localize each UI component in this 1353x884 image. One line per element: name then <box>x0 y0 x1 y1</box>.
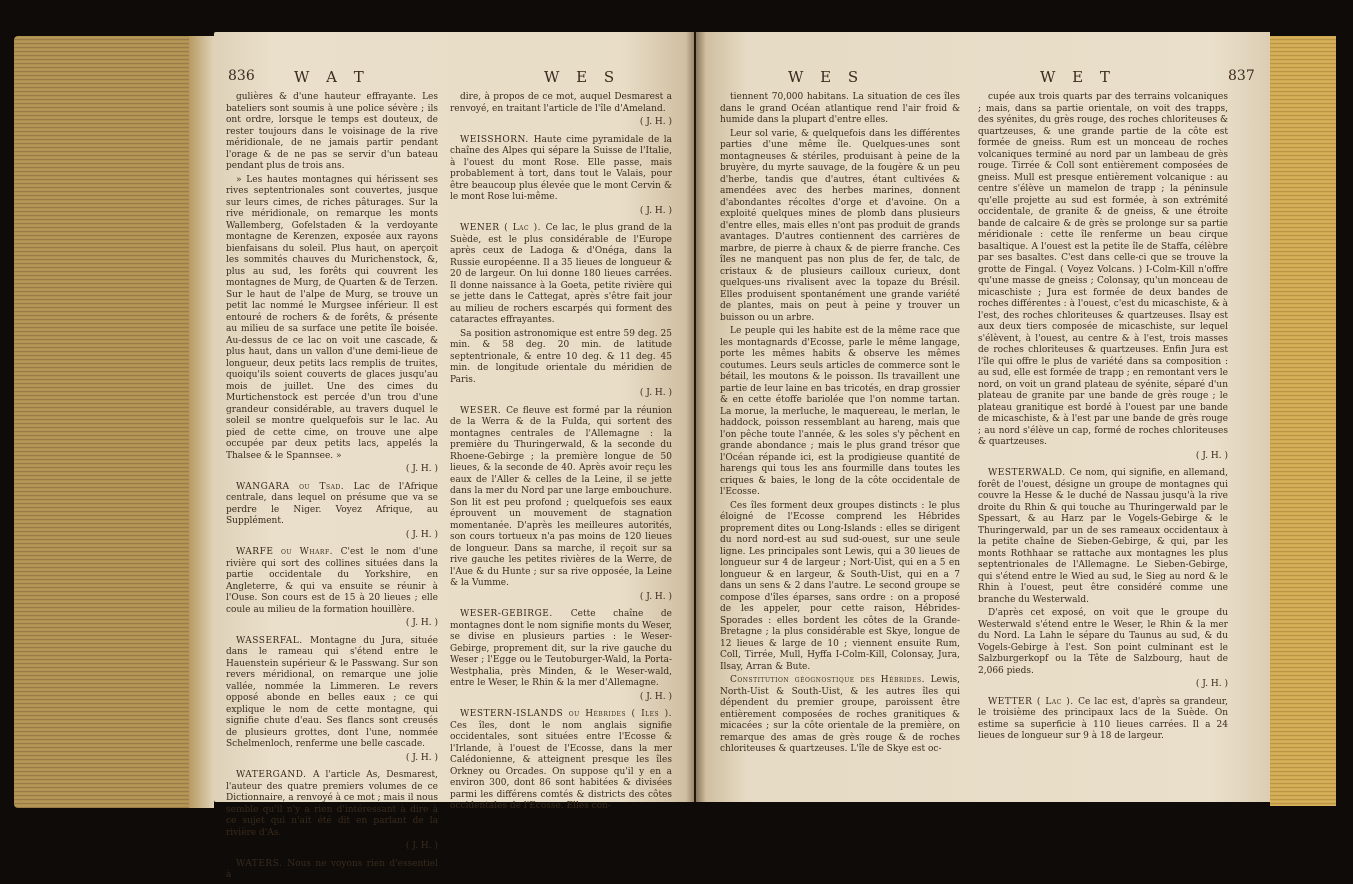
entry-signature: ( J. H. ) <box>639 591 672 602</box>
entry-headword: WEISSHORN. <box>460 134 534 145</box>
book-gutter <box>686 32 706 802</box>
entry-signature: ( J. H. ) <box>1195 679 1228 689</box>
entry-paragraph <box>226 547 438 616</box>
entry-paragraph <box>450 406 672 590</box>
entry-text: » Les hautes montagnes qui hérissent ses rives septentrionales sont couvertes, jusque sur leurs cimes, de riches pâturages. Sur la rive méridionale, on remarque les monts Wallemberg, Gofelstaden & la verdoyante montagne de Kerenzen, exposée aux rayons bienfaisans du soleil. Plus haut, on aperçoit les sommités chauves du Murichenstock, &, plus au sud, les forêts qui couvrent les montagnes de Murg, de Quarten & de Terzen. Sur le haut de l'alpe de Murg, se trouve un petit lac nommé le Murgsee inférieur. Il est entouré de rochers & de forêts, & présente au milieu de sa surface une petite île boisée. Au-dessus de ce lac on voit une cascade, & plus haut, dans un vallon d'une demi-lieue de longueur, deux petits lacs remplis de truites, quoiqu'ils soient couverts de glaces jusqu'au mois de juillet. Une des cimes du Murtichenstock est percée d'un trou d'une grandeur considérable, au travers duquel le soleil se montre quelquefois sur le lac. Au pied de cette cime, on trouve une alpe occupée par deux petits lacs, appelés la Thalsee & le Spannsee. » <box>226 174 438 461</box>
running-head-left-1: W A T <box>294 68 370 86</box>
entry-headword: WATERGAND. <box>236 770 313 780</box>
entry-text: Le peuple qui les habite est de la même race que les montagnards d'Ecosse, parle le même langage, porte les mêmes habits & observe les mêmes coutumes. Leurs seuls articles de commerce sont le bétail, les moutons & le poisson. Ils travaillent une partie de leur laine en bas tricotés, en drap grossier & en cette étoffe bariolée que l'on nomme tartan. La morue, la merluche, le maquereau, le merlan, le haddock, poisson ressemblant au hareng, mais que l'on pêche toute l'année, & les soles s'y pêchent en grande abondance ; mais le plus grand trésor que l'Océan répande ici, est la prodigieuse quantité de harengs qui tous les ans fourmille dans toutes les criques & baies, le long de la côte occidentale de l'Ecosse. <box>720 326 960 497</box>
left-column-2 <box>450 92 672 815</box>
entry-signature: ( J. H. ) <box>405 618 438 628</box>
entry-paragraph <box>720 675 960 756</box>
entry-paragraph <box>226 770 438 839</box>
entry-text: Cette chaîne de montagnes dont le nom signifie monts du Weser, se divise en plusieurs parties : le Weser-Gebirge, proprement dit, sur la rive gauche du Weser ; l'Egge ou le Teutoburger-Wald, la Porta-Westphalia, près Minden, & le Weser-wald, entre le Weser, le Rhin & la mer d'Allemagne. <box>450 609 672 688</box>
entry-paragraph <box>978 468 1228 606</box>
entry-text: Ce lac est, d'après sa grandeur, le troisième des principaux lacs de la Suède. On estime sa superficie à 110 lieues carrées. Il a 24 lieues de longueur sur 9 à 18 de largeur. <box>978 696 1228 741</box>
entry-headword: WESER. <box>460 405 507 416</box>
entry-text: tiennent 70,000 habitans. La situation de ces îles dans le grand Océan atlantique rend l'air froid & humide dans la plupart d'entre elles. <box>720 92 960 125</box>
entry-paragraph <box>978 92 1228 449</box>
entry-paragraph <box>978 697 1228 743</box>
entry-headword: WASSERFAL. <box>236 635 311 646</box>
entry-text: Haute cime pyramidale de la chaîne des Alpes qui sépare la Suisse de l'Italie, à l'ouest du mont Rose. Elle passe, mais probablement à tort, dans tout le Valais, pour être beaucoup plus élevée que le mont Cervin & le mont Rose lui-même. <box>450 134 673 202</box>
entry-paragraph <box>720 92 960 127</box>
entry-text: C'est le nom d'une rivière qui sort des collines situées dans la partie occidentale du Yorkshire, en Angleterre, & qui va ensuite se réunir à l'Ouse. Son cours est de 15 à 20 lieues ; elle coule au milieu de la formation houillère. <box>226 547 438 615</box>
right-column-2 <box>978 92 1228 745</box>
entry-signature: ( J. H. ) <box>405 529 438 540</box>
entry-signature: ( J. H. ) <box>639 388 672 398</box>
entry-paragraph <box>450 223 672 327</box>
entry-text: Ce nom, qui signifie, en allemand, forêt de l'ouest, désigne un groupe de montagnes qui couvre la Hesse & le duché de Nassau jusqu'à la rive droite du Rhin & qui touche au Thuringerwald par le Spessart, & au Harz par le Vogels-Gebirge & le Thuringerwald, par un de ses rameaux occidentaux à la petite chaîne de Sieben-Gebirge, & qui, par les monts Rothhaar se rattache aux montagnes les plus septentrionales de l'Allemagne. Le Sieben-Gebirge, qui s'étend entre le Wied au sud, le Sieg au nord & le Rhin à l'ouest, peut être considéré comme une branche du Westerwald. <box>978 468 1228 605</box>
entry-paragraph <box>226 175 438 463</box>
right-page <box>696 32 1270 802</box>
entry-paragraph <box>450 709 672 813</box>
right-column-1 <box>720 92 960 758</box>
entry-paragraph <box>720 501 960 674</box>
entry-paragraph <box>226 92 438 173</box>
entry-paragraph <box>450 135 672 204</box>
running-head-left-2: W E S <box>544 68 621 86</box>
entry-signature: ( J. H. ) <box>1195 450 1228 461</box>
entry-paragraph <box>226 859 438 882</box>
left-column-1 <box>226 92 438 884</box>
open-book <box>14 22 1344 880</box>
entry-text: Ces îles forment deux groupes distincts : le plus éloigné de l'Ecosse comprend les Hébrides proprement dites ou Long-Islands : elles se dirigent du nord nord-est au sud sud-ouest, sur une seule ligne. Les principales sont Lewis, qui a 30 lieues de longueur sur 4 de largeur ; Nort-Uist, qui en a 5 en longueur & en largeur, & South-Uist, qui en a 7 dans un sens & 2 dans l'autre. Le second groupe se compose d'îles éparses, sans ordre : on a proposé de les appeler, pour cette raison, Hébrides-Sporades : elles bordent les côtes de la Grande-Bretagne ; la plus considérable est Skye, longue de 12 lieues & large de 10 ; viennent ensuite Rum, Coll, Tirrée, Mull, Hyffa I-Colm-Kill, Colonsay, Jura, Ilsay, Arran & Bute. <box>720 500 960 672</box>
entry-paragraph <box>450 92 672 115</box>
entry-headword: WATERS. <box>236 858 288 869</box>
entry-headword: WESER-GEBIRGE. <box>460 609 571 619</box>
entry-text: cupée aux trois quarts par des terrains volcaniques ; mais, dans sa partie orientale, on voit des trapps, des syénites, du grès rouge, des roches chloriteuses & quartzeuses, & une grande partie de la côte est formée de gneiss. Rum est un monceau de roches volcaniques terminé au nord par un lambeau de grès rouge. Tirrée & Coll sont entièrement composées de gneiss. Mull est presque entièrement volcanique : au centre s'élève un mamelon de trapp ; la péninsule qu'elle projette au sud est formée, à son extrémité occidentale, de granite & de gneiss, & une étroite bande de calcaire & de grès se prolonge sur sa partie méridionale : cette île renferme un beau cirque basaltique. A l'ouest est la petite île de Staffa, célèbre par ses basaltes. C'est dans celle-ci que se trouve la grotte de Fingal. ( Voyez Volcans. ) I-Colm-Kill n'offre qu'une masse de gneiss ; Colonsay, qu'un monceau de micaschiste ; Jura est formée de deux bandes de roches différentes : à l'ouest, c'est du micaschiste, & à l'est, des roches chloriteuses & quartzeuses. Ilsay est aux deux tiers composée de micaschiste, sur lequel s'élèvent, à l'ouest, au centre & à l'est, trois masses de roches chloriteuses & quartzeuses. Enfin Jura est l'île qui offre le plus de variété dans sa composition : au sud, elle est formée de trapp ; en remontant vers le nord, on voit un grand plateau de syénite, séparé d'un plateau de granite par une bande de grès rouge ; le plateau granitique est bordé à l'ouest par une bande de micaschiste, & à l'est par une bande de grès rouge ; au nord s'élève un cap, formé de roches chloriteuses & quartzeuses. <box>978 92 1228 447</box>
running-head-right-1: W E S <box>788 68 865 86</box>
entry-signature: ( J. H. ) <box>639 691 672 702</box>
entry-signature: ( J. H. ) <box>405 752 438 763</box>
page-number-left: 836 <box>228 68 255 84</box>
entry-headword: WESTERN-ISLANDS ou Hébrides ( Iles ). <box>460 709 672 719</box>
entry-text: Leur sol varie, & quelquefois dans les différentes parties d'une même île. Quelques-unes sont montagneuses & stériles, produisant à peine de la bruyère, du myrte sauvage, de la fougère & un peu d'herbe, tandis que d'autres, étant cultivées & amendées avec des herbes marines, donnent d'abondantes récoltes d'orge et d'avoine. On a exploité quelques mines de plomb dans plusieurs d'entre elles, mais elles n'ont pas produit de grands avantages. D'autres contiennent des carrières de marbre, de pierre à chaux & de pierre franche. Ces îles ne manquent pas non plus de fer, de talc, de cristaux & de plusieurs cailloux curieux, dont quelques-uns rivalisent avec la topaze du Brésil. Elles produisent spontanément une grande variété de plantes, mais on peut à peine y trouver un buisson ou un arbre. <box>720 128 960 323</box>
entry-text: Montagne du Jura, située dans le rameau qui s'étend entre le Hauenstein supérieur & le Passwang. Sur son revers méridional, on remarque une jolie vallée, nommée la Limmeren. Le revers opposé abonde en belles eaux ; ce qui explique le nom de cette montagne, qui signifie chute d'eau. Ses flancs sont creusés de plusieurs grottes, dont l'une, nommée Schelmenloch, renferme une belle cascade. <box>226 635 439 749</box>
entry-text: Nous ne voyons rien d'essentiel à <box>226 858 438 880</box>
entry-text: D'après cet exposé, on voit que le groupe du Westerwald s'étend entre le Weser, le Rhin & la mer du Nord. La Lahn le sépare du Taunus au sud, & du Vogels-Gebirge à l'est. Son point culminant est le Salzburgerkopf ou la Tête de Salzbourg, haut de 2,066 pieds. <box>978 608 1228 676</box>
entry-headword: WARFE ou Wharf. <box>236 547 341 557</box>
entry-headword: WETTER ( Lac ). <box>988 696 1079 707</box>
entry-paragraph <box>226 482 438 528</box>
running-head-right-2: W E T <box>1040 68 1116 86</box>
entry-paragraph <box>226 636 438 751</box>
entry-text: gulières & d'une hauteur effrayante. Les bateliers sont soumis à une police sévère ; ils ont ordre, lorsque le temps est douteux, de rester toujours dans le voisinage de la rive méridionale, de ne jamais partir pendant l'orage & de ne pas se servir d'un bateau pendant plus de trois ans. <box>226 92 438 171</box>
entry-text: Ce fleuve est formé par la réunion de la Werra & de la Fulda, qui sortent des montagnes centrales de l'Allemagne : la première du Thuringerwald, & la seconde du Rhoene-Gebirge ; la première longue de 50 lieues, & la seconde de 40. Après avoir reçu les eaux de l'Aller & celles de la Leine, il se jette dans la mer du Nord par une large embouchure. Son lit est peu profond ; quelquefois ses eaux éprouvent un mouvement de stagnation momentanée. D'après les meilleures autorités, son cours tortueux n'a pas moins de 120 lieues de longueur. Dans sa marche, il reçoit sur sa rive gauche les petites rivières de la Werre, de l'Aue & du Hunte ; sur sa rive opposée, la Leine & la Vumme. <box>450 405 672 588</box>
entry-paragraph <box>450 609 672 690</box>
entry-headword: WANGARA ou Tsad. <box>236 481 354 492</box>
entry-signature: ( J. H. ) <box>639 117 672 127</box>
entry-paragraph <box>720 129 960 325</box>
entry-text: Ces îles, dont le nom anglais signifie occidentales, sont situées entre l'Ecosse & l'Irlande, à l'ouest de l'Ecosse, dans la mer Calédonienne, & atteignent presque les îles Orkney ou Orcades. On suppose qu'il y en a environ 300, dont 86 sont habitées & divisées parmi les différens comtés & districts des côtes occidentales de l'Ecosse. Elles con- <box>450 720 672 811</box>
entry-text: Ce lac, le plus grand de la Suède, est le plus considérable de l'Europe après ceux de Ladoga & d'Onéga, dans la Russie européenne. Il a 35 lieues de longueur & 20 de largeur. On lui donne 180 lieues carrées. Il donne naissance à la Goeta, petite rivière qui se jette dans le Cattegat, après s'être fait jour au milieu de rochers escarpés qui forment des cataractes effrayantes. <box>450 223 672 325</box>
page-edges-right <box>1270 36 1336 806</box>
left-page <box>214 32 694 880</box>
entry-signature: ( J. H. ) <box>639 205 672 216</box>
page-edges-left <box>14 36 214 808</box>
entry-paragraph <box>720 326 960 499</box>
entry-signature: ( J. H. ) <box>405 464 438 474</box>
entry-headword: WENER ( Lac ). <box>460 223 546 233</box>
page-number-right: 837 <box>1228 68 1255 84</box>
entry-headword: Constitution géognostique des Hébrides. <box>730 675 931 685</box>
entry-text: Lac de l'Afrique centrale, dans lequel on présume que va se perdre le Niger. Voyez Afrique, au Supplément. <box>226 481 438 526</box>
entry-paragraph <box>978 608 1228 677</box>
entry-text: Sa position astronomique est entre 59 deg. 25 min. & 58 deg. 20 min. de latitude septentrionale, & entre 10 deg. & 11 deg. 45 min. de longitude orientale du méridien de Paris. <box>450 328 672 385</box>
entry-headword: WESTERWALD. <box>988 468 1070 478</box>
entry-text: A l'article As, Desmarest, l'auteur des quatre premiers volumes de ce Dictionnaire, a renvoyé à ce mot ; mais il nous semble qu'il n'y a rien d'intéressant à dire à ce sujet qui n'ait été dit en parlant de la rivière d'As. <box>226 770 439 838</box>
entry-signature: ( J. H. ) <box>405 841 438 851</box>
entry-paragraph <box>450 329 672 387</box>
entry-text: Lewis, North-Uist & South-Uist, & les autres îles qui dépendent du premier groupe, paroissent être entièrement composées de roches granitiques & micacées ; sur la côte orientale de la première, on remarque des amas de grès rouge & de roches chloriteuses & quartzeuses. L'île de Skye est oc- <box>720 675 960 754</box>
entry-text: dire, à propos de ce mot, auquel Desmarest a renvoyé, en traitant l'article de l'île d'Ameland. <box>450 92 672 114</box>
